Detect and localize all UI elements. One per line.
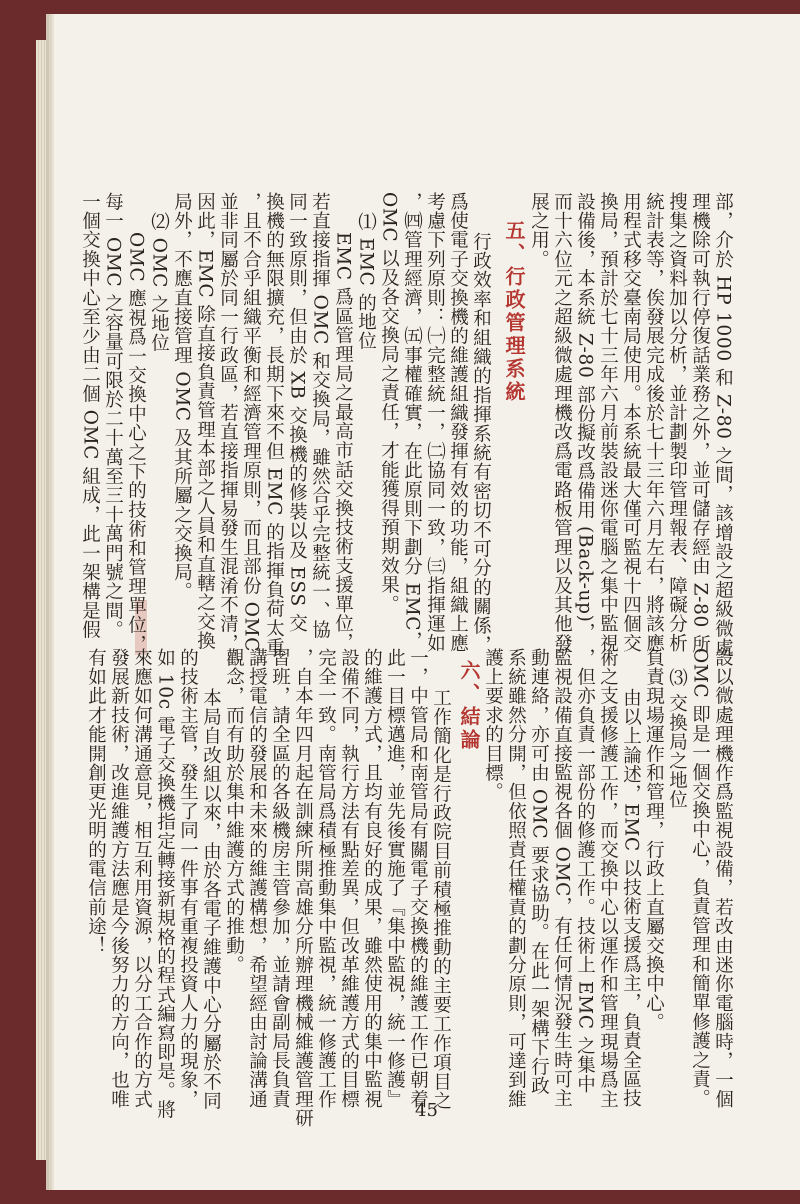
text-column: 本局自改組以來，由於各電子維護中心分屬於不同: [200, 688, 222, 1111]
text-column: 部，介於 HP 1000 和 Z-80 之間，該增設之超級微處: [712, 192, 734, 658]
text-column: 行政效率和組織的指揮系統有密切不可分的關係，: [470, 232, 492, 655]
text-column: 爲使電子交換機的維護組織發揮有效的功能，組織上應: [447, 192, 469, 653]
text-column: 此一目標邁進，並先後實施了『集中監視，統一修護』: [384, 648, 406, 1109]
subsection-title: ⑶ 交換局之地位: [666, 668, 688, 809]
text-column: 考慮下列原則：㈠完整統一，㈡協同一致，㈢指揮運如: [424, 192, 446, 653]
text-column: 動連絡，亦可由 OMC 要求協助。在此一架構下行政: [528, 648, 550, 1096]
text-column: 局外，不應直接管理 OMC 及其所屬之交換局。: [171, 192, 193, 602]
text-column: OMC 應視爲一交換中心之下的技術和管理單位，: [125, 232, 147, 654]
text-column: 系統雖然分開，但依照責任權責的劃分原則，可達到維: [505, 648, 527, 1109]
text-column: 完全一致。南管局爲積極推動集中監視，統一修護工作: [315, 648, 337, 1109]
text-column: 設以微處理機作爲監視設備，若改由迷你電腦時，一個: [712, 648, 734, 1109]
text-column: 的技術主管，發生了同一件事有重複投資人力的現象，: [177, 648, 199, 1109]
text-column: ，且不合乎組織平衡和經濟管理原則，而且部份 OMC: [240, 192, 262, 653]
text-column: 統計表等，俟發展完成後於七十三年六月左右，將該應: [643, 192, 665, 653]
text-column: 如 10c 電子交換機指定轉接新規格的程式編寫即是。將: [154, 648, 176, 1120]
text-column: 用程式移交臺南局使用。本系統最大僅可監視十四個交: [620, 192, 642, 653]
subsection-title: ⑵ OMC 之地位: [148, 212, 170, 353]
text-column: OMC 以及各交換局之責任，才能獲得預期效果。: [378, 192, 400, 614]
text-column: 講授電信的發展和未來的維護構想，希望經由討論溝通: [246, 648, 268, 1109]
text-column: 護上要求的目標。: [482, 648, 504, 802]
text-column: 觀念，而有助於集中維護方式的推動。: [223, 648, 245, 975]
text-column: ，㈣管理經濟，㈤事權確實，在此原則下劃分 EMC，: [401, 192, 423, 651]
text-column: 習班，請全區的各級機房主管參加，並請會副局長負責: [269, 648, 291, 1109]
text-column: 一，中管局和南管局有關電子交換機的維護工作已朝着: [407, 648, 429, 1109]
section-heading-6: 六、結論: [457, 660, 481, 752]
text-column: 一個交換中心至少由二個 OMC 組成，此一架構是假: [79, 192, 101, 640]
text-column: 的維護方式，且均有良好的成果，雖然使用的集中監視: [361, 648, 383, 1109]
text-column: 若直接指揮 OMC 和交換局，雖然合乎完整統一、協: [309, 192, 331, 640]
text-column: 展之用。: [528, 192, 550, 269]
text-column: 而十六位元之超級微處理機改爲電路板管理以及其他發: [551, 192, 573, 653]
text-column: OMC 即是一個交換中心，負責管理和簡單修護之責。: [689, 648, 711, 1109]
text-column: 由以上論述，EMC 以技術支援爲主，負責全區技: [620, 688, 642, 1109]
text-column: 並非同屬於同一行政區，若直接指揮易發生混淆不清，: [217, 192, 239, 653]
text-column: 發展新技術，改進維護方法應是今後努力的方向，也唯: [108, 648, 130, 1109]
text-column: ，但亦負責一部份的修護工作。技術上 EMC 之集中: [574, 648, 596, 1094]
book-fore-edge: [36, 40, 54, 1160]
text-column: ，自本年四月起在訓練所開高雄分所辦理機械維護管理研: [292, 648, 314, 1128]
text-column: 搜集之資料加以分析，並計劃製印管理報表、障礙分析: [666, 192, 688, 653]
text-column: 同一致原則，但由於 XB 交換機的修裝以及 ESS 交: [286, 192, 308, 633]
text-column: 每一 OMC 之容量可限於二十萬至三十萬門號之間。: [102, 192, 124, 640]
text-column: 換局，預計於七十三年六月前裝設迷你電腦之集中監視: [597, 192, 619, 653]
text-column: 因此，EMC 除直接負責管理本部之人員和直轄之交換: [194, 192, 216, 651]
page-number: 45: [415, 1100, 438, 1121]
text-column: EMC 爲區管理局之最高市話交換技術支援單位，: [332, 232, 354, 653]
text-column: 工作簡化是行政院目前積極推動的主要工作項目之: [430, 688, 452, 1111]
text-column: 設備不同，執行方法有點差異，但改革維護方式的目標: [338, 648, 360, 1109]
text-column: 設備後，本系統 Z-80 部份擬改爲備用 (Back-up)，: [574, 192, 596, 642]
text-column: 監視設備直接監視各個 OMC，有任何情況發生時可主: [551, 648, 573, 1109]
section-heading-5: 五、行政管理系統: [502, 220, 526, 404]
text-column: 術之支援修護工作，而交換中心以運作和管理現場爲主: [597, 648, 619, 1109]
text-column: 有如此才能開創更光明的電信前途！: [85, 648, 107, 956]
text-column: 來應如何溝通意見，相互利用資源，以分工合作的方式: [131, 648, 153, 1109]
text-column: 負責現場運作和管理，行政上直屬交換中心。: [643, 648, 665, 1032]
subsection-title: ⑴ EMC 的地位: [355, 212, 377, 351]
text-column: 換機的無限擴充，長期下來不但 EMC 的指揮負荷太重: [263, 192, 285, 658]
text-column: 理機除可執行停復話業務之外，並可儲存經由 Z-80 所: [689, 192, 711, 654]
